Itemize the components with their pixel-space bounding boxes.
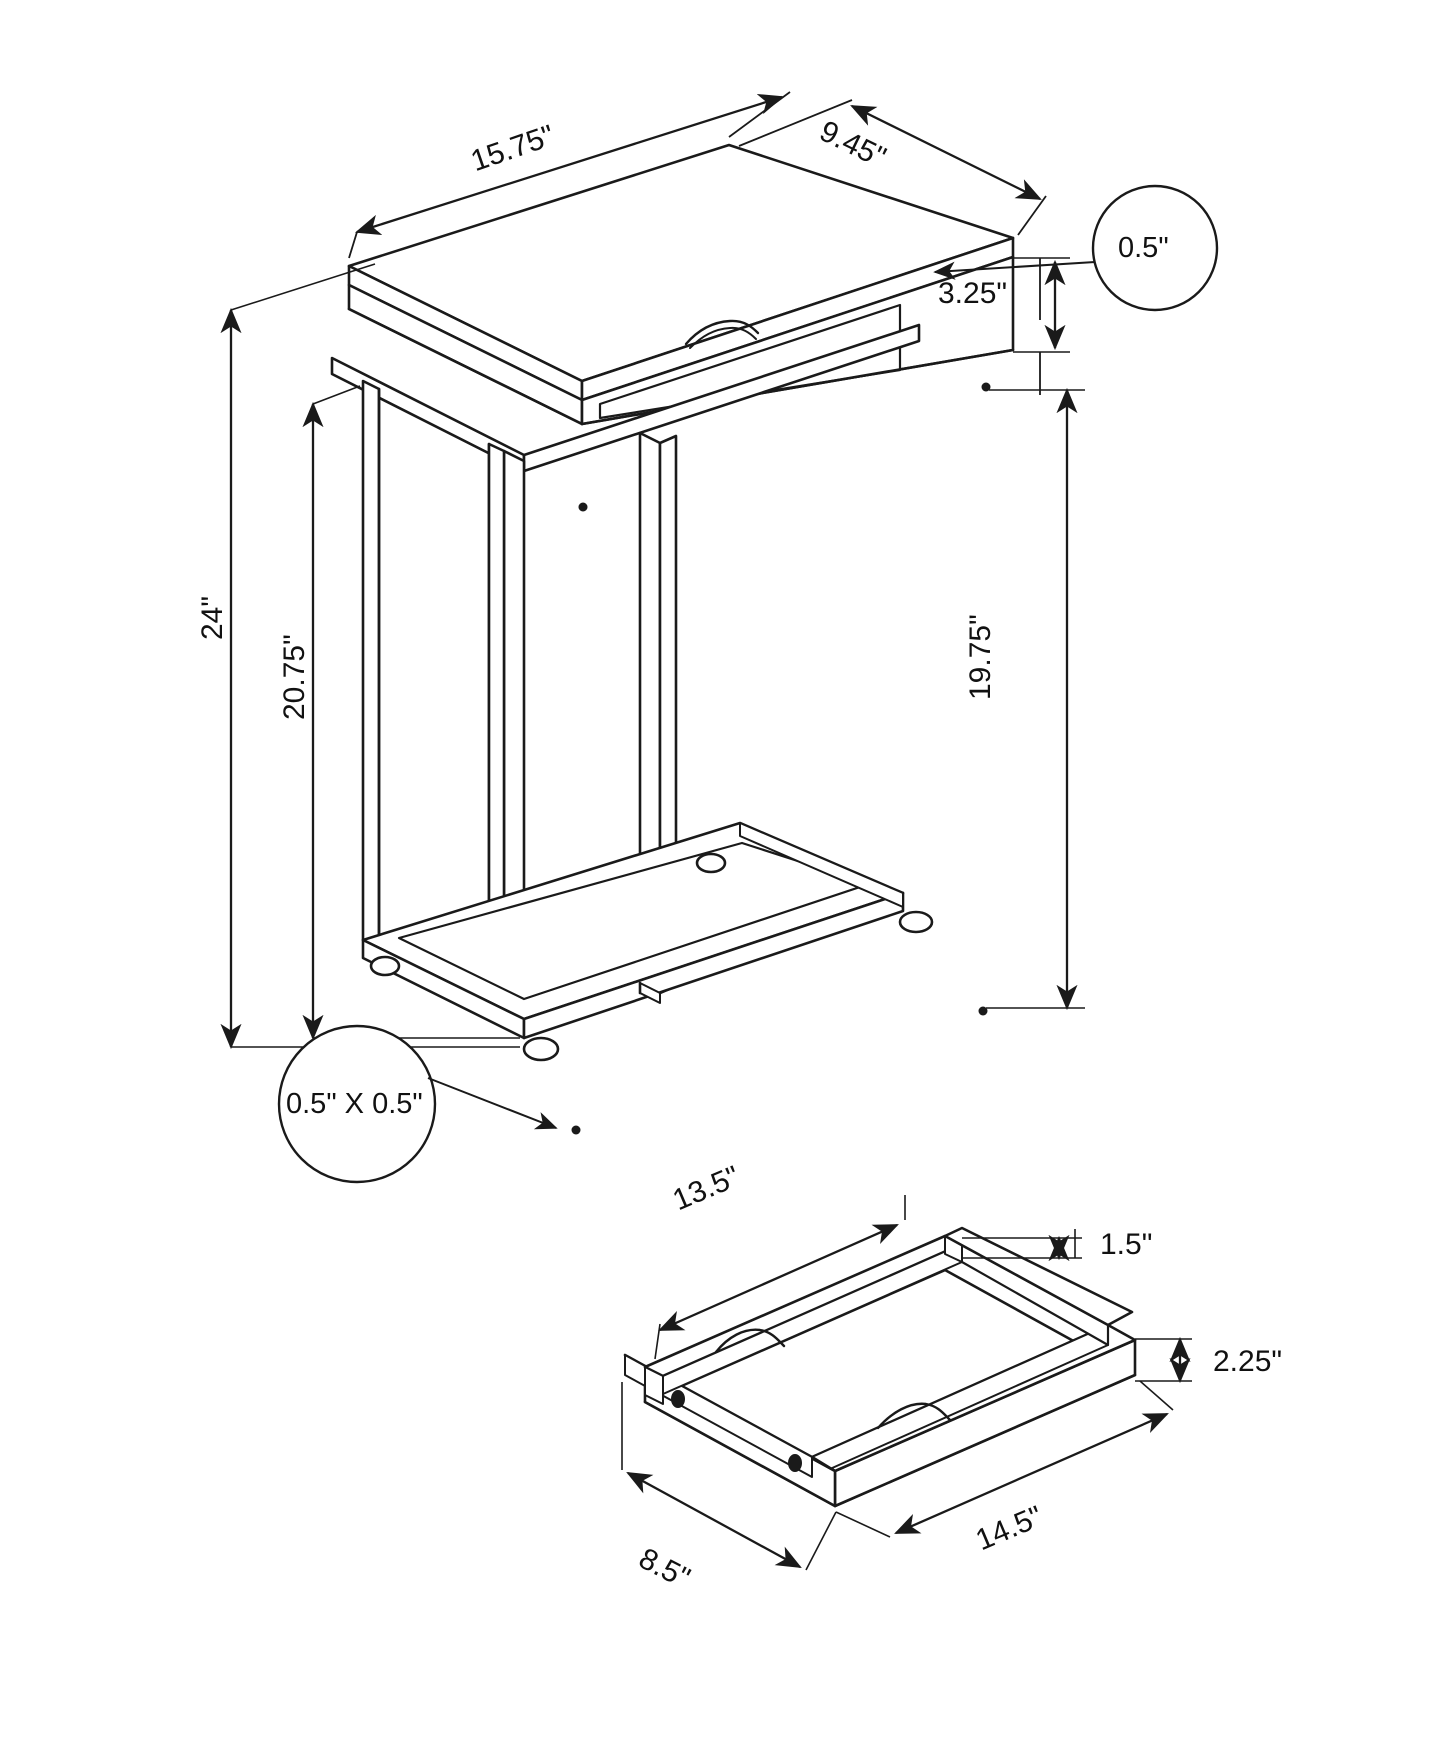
dimension-drawer-depth: 8.5": [633, 1541, 696, 1596]
drawer-detail-geometry: [625, 1228, 1135, 1506]
dimension-apron-height: 3.25": [938, 277, 1008, 310]
dimension-drawer-inner-width: 13.5": [668, 1159, 745, 1218]
dimension-drawer-side-height: 2.25": [1213, 1345, 1283, 1378]
callout-top-thickness: 0.5": [1118, 232, 1169, 264]
dimension-top-depth: 9.45": [814, 114, 892, 175]
table-assembly-geometry: [332, 145, 1013, 1135]
dimension-clear-height: 19.75": [964, 614, 997, 700]
dimension-frame-height: 20.75": [278, 634, 311, 720]
dimension-overall-height: 24": [196, 595, 229, 640]
dimension-drawer-back-height: 1.5": [1100, 1228, 1153, 1261]
callout-tube-section: 0.5" X 0.5": [286, 1088, 423, 1120]
dimension-drawer-length: 14.5": [971, 1499, 1048, 1558]
dimension-top-width: 15.75": [466, 118, 559, 179]
